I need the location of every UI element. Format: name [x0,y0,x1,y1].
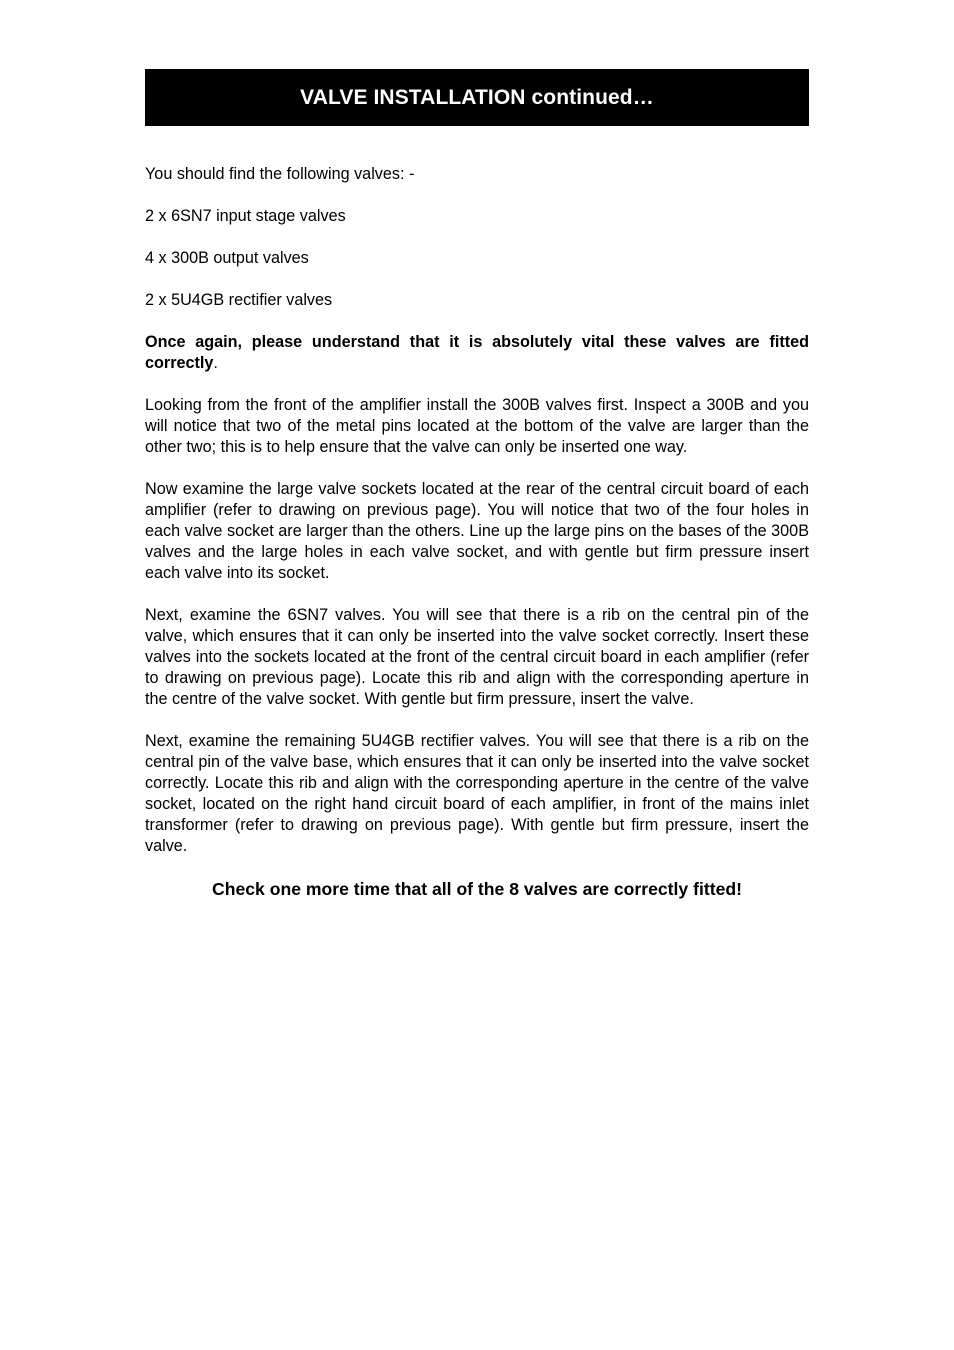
section-title: VALVE INSTALLATION continued… [300,85,654,109]
document-body [145,164,809,900]
paragraph-6sn7: Next, examine the 6SN7 valves. You will see that there is a rib on the central pin of the valve, which ensures that it can only be inserted into the valve socket correctly. Insert these valves into the sockets located at the front of the central circuit board in each amplifier (refer to drawing on previous page). Locate this rib and align with the corresponding aperture in the centre of the valve socket. With gentle but firm pressure, insert the valve. [145,606,809,708]
warning-bold-text: Once again, please understand that it is absolutely vital these valves are fitted correctly [145,333,809,372]
section-title-bar [145,69,809,126]
paragraph-300b-inspection: Looking from the front of the amplifier install the 300B valves first. Inspect a 300B and you will notice that two of the metal pins located at the bottom of the valve are larger than the other two; this is to help ensure that the valve can only be inserted one way. [145,396,809,456]
final-check-text: Check one more time that all of the 8 valves are correctly fitted! [212,879,742,899]
valve-list-item-300b: 4 x 300B output valves [145,249,309,267]
intro-text: You should find the following valves: - [145,165,415,183]
warning-tail-text: . [213,354,218,372]
paragraph-5u4gb: Next, examine the remaining 5U4GB rectifier valves. You will see that there is a rib on the central pin of the valve base, which ensures that it can only be inserted into the valve socket correctly. Locate this rib and align with the corresponding aperture in the centre of the valve socket, located on the right hand circuit board of each amplifier, in front of the mains inlet transformer (refer to drawing on previous page). With gentle but firm pressure, insert the valve. [145,732,809,855]
paragraph-300b-sockets: Now examine the large valve sockets located at the rear of the central circuit board of each amplifier (refer to drawing on previous page). You will notice that two of the four holes in each valve socket are larger than the others. Line up the large pins on the bases of the 300B valves and the large holes in each valve socket, and with gentle but firm pressure insert each valve into its socket. [145,480,809,582]
warning-paragraph [145,332,809,374]
document-page [145,69,809,921]
valve-list-item-6sn7: 2 x 6SN7 input stage valves [145,207,346,225]
valve-list-item-5u4gb: 2 x 5U4GB rectifier valves [145,291,333,309]
